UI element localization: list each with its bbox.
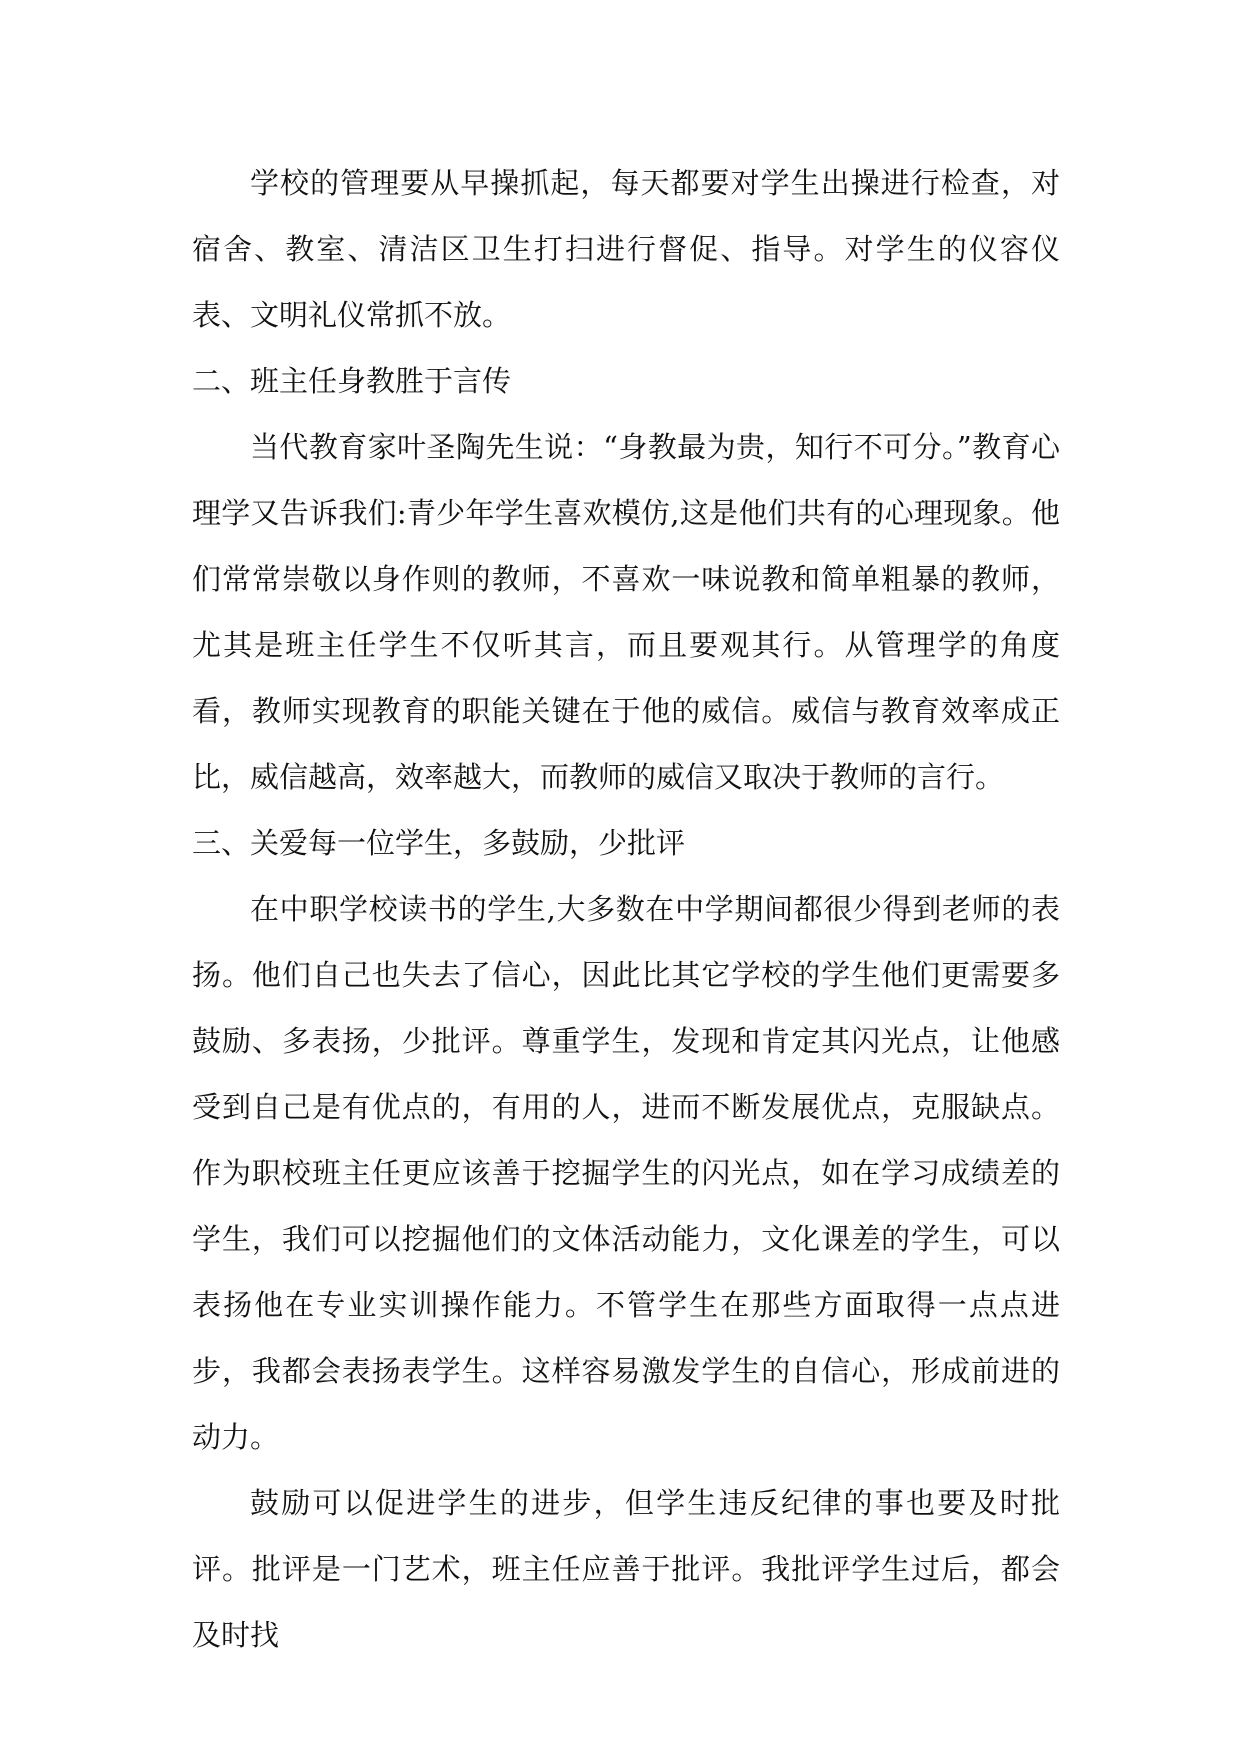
- paragraph-morning-exercise: 学校的管理要从早操抓起，每天都要对学生出操进行检查，对宿舍、教室、清洁区卫生打扫进行督促、指导。对学生的仪容仪表、文明礼仪常抓不放。: [192, 166, 1060, 332]
- document-body: [192, 150, 1060, 1668]
- paragraph-encouragement: 在中职学校读书的学生,大多数在中学期间都很少得到老师的表扬。他们自己也失去了信心，因此比其它学校的学生他们更需要多鼓励、多表扬，少批评。尊重学生，发现和肯定其闪光点，让他感受到自己是有优点的，有用的人，进而不断发展优点，克服缺点。作为职校班主任更应该善于挖掘学生的闪光点，如在学习成绩差的学生，我们可以挖掘他们的文体活动能力，文化课差的学生，可以表扬他在专业实训操作能力。不管学生在那些方面取得一点点进步，我都会表扬表学生。这样容易激发学生的自信心，形成前进的动力。: [192, 892, 1060, 1454]
- paragraph-criticism: 鼓励可以促进学生的进步，但学生违反纪律的事也要及时批评。批评是一门艺术，班主任应善于批评。我批评学生过后，都会及时找: [192, 1486, 1060, 1652]
- section-heading-3: 三、关爱每一位学生，多鼓励，少批评: [192, 826, 686, 860]
- paragraph-lead-by-example: 当代教育家叶圣陶先生说：“身教最为贵，知行不可分。”教育心理学又告诉我们:青少年学生喜欢模仿,这是他们共有的心理现象。他们常常崇敬以身作则的教师，不喜欢一味说教和简单粗暴的教师，尤其是班主任学生不仅听其言，而且要观其行。从管理学的角度看，教师实现教育的职能关键在于他的威信。威信与教育效率成正比，威信越高，效率越大，而教师的威信又取决于教师的言行。: [192, 430, 1060, 794]
- section-heading-2: 二、班主任身教胜于言传: [192, 364, 512, 398]
